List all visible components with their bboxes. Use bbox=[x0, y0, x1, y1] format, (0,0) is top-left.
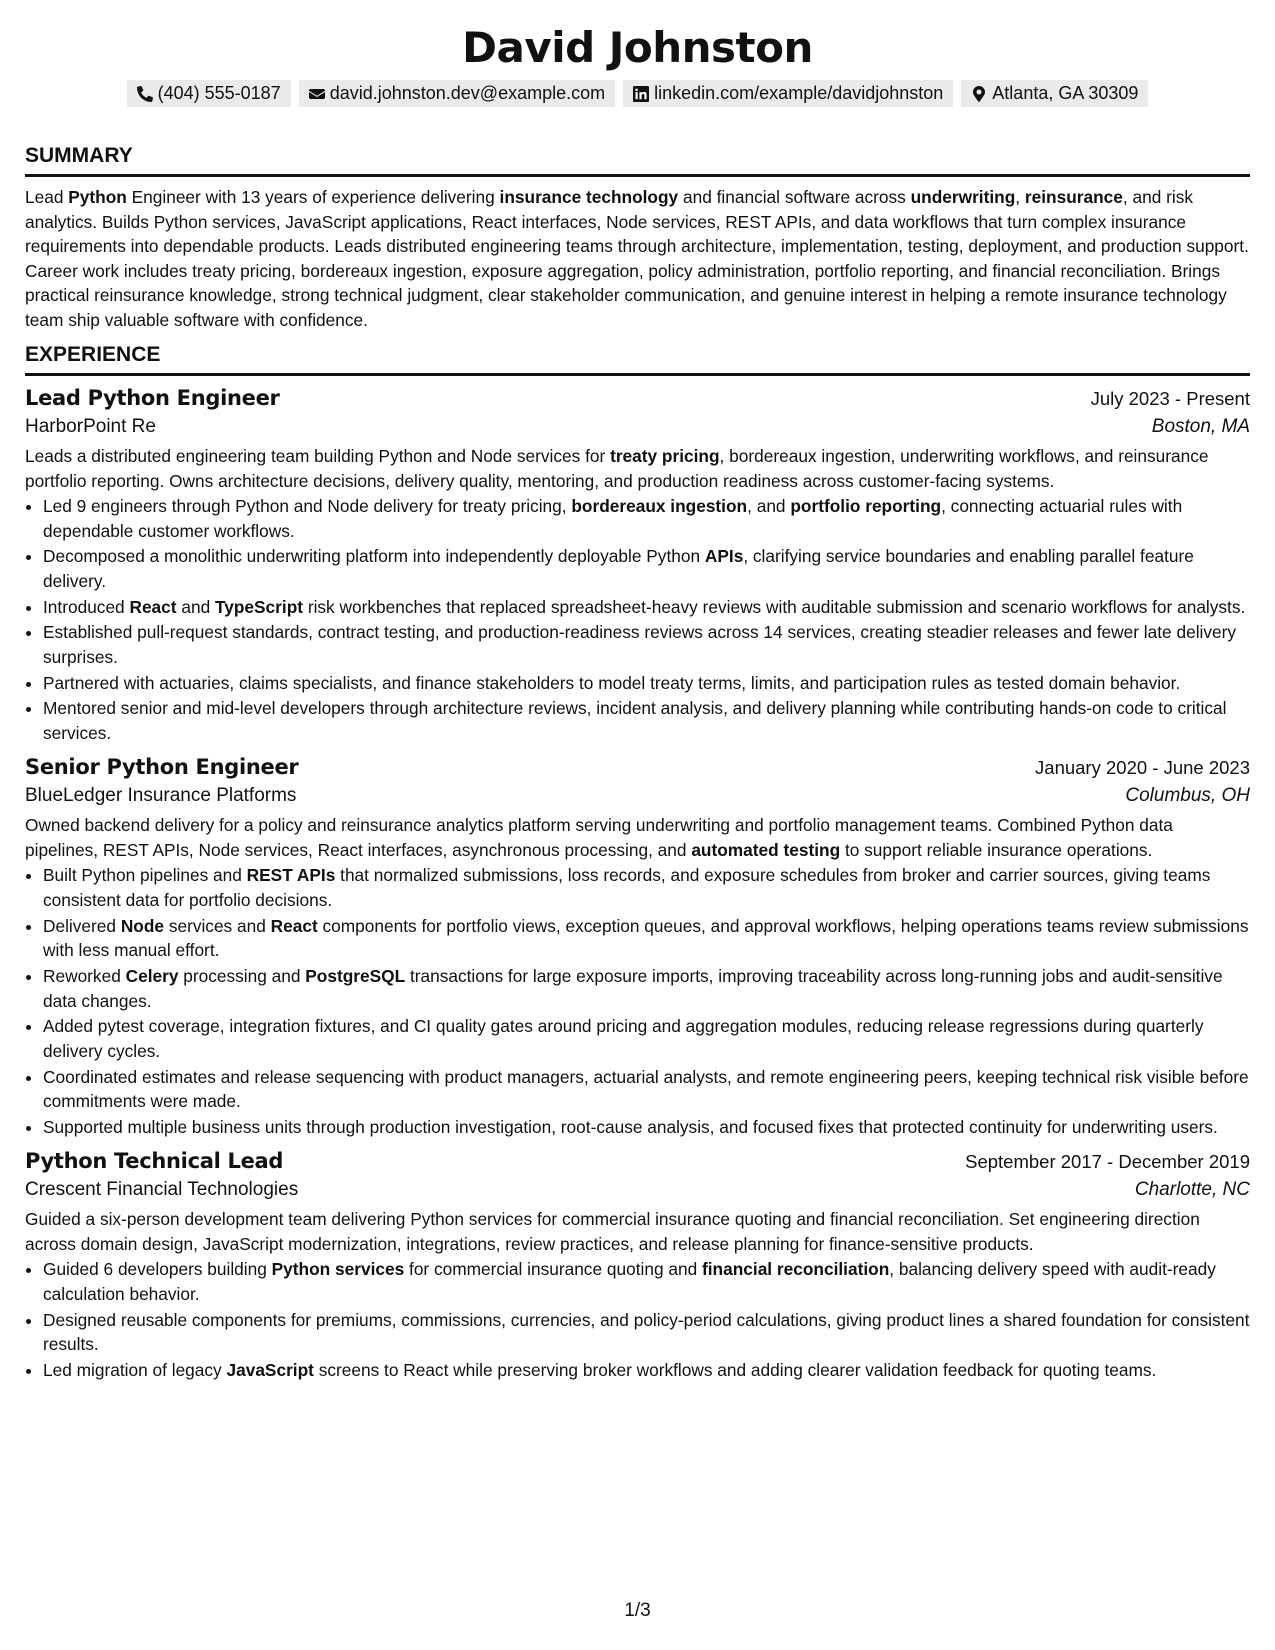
bold-keyword: bordereaux ingestion bbox=[571, 496, 748, 516]
bold-keyword: PostgreSQL bbox=[305, 966, 406, 987]
linkedin-text: linkedin.com/example/davidjohnston bbox=[654, 83, 944, 103]
job-bullets bbox=[25, 1257, 1250, 1382]
company-name: BlueLedger Insurance Platforms bbox=[25, 785, 297, 807]
experience-heading: EXPERIENCE bbox=[25, 342, 1250, 376]
text-run: Reworked bbox=[43, 966, 126, 987]
phone-text: (404) 555-0187 bbox=[157, 83, 281, 103]
text-run: processing and bbox=[178, 966, 306, 987]
job-title: Lead Python Engineer bbox=[25, 386, 280, 410]
text-run: , and risk analytics. Builds Python services, JavaScript applications, React interfaces, Node services, REST APIs, and data workflows that turn complex insurance requirements into dependable products. Leads distributed engineering teams through architecture, implementation, testing, deployment, and production support. Career work includes treaty pricing, bordereaux ingestion, exposure aggregation, policy administration, portfolio reporting, and financial reconciliation. Brings practical reinsurance knowledge, strong technical judgment, clear stakeholder communication, and genuine interest in helping a remote insurance technology team ship valuable software with confidence. bbox=[25, 187, 1249, 330]
company-name: Crescent Financial Technologies bbox=[25, 1179, 299, 1201]
contact-linkedin[interactable] bbox=[623, 80, 953, 107]
company-name: HarborPoint Re bbox=[25, 416, 156, 437]
text-run: and bbox=[176, 596, 215, 617]
text-run: Guided a six-person development team delivering Python services for commercial insurance quoting and financial reconciliation. Set engineering direction across domain design, JavaScript modernization, integrations, review practices, and release planning for finance-sensitive products. bbox=[25, 1209, 1200, 1254]
job-title: Senior Python Engineer bbox=[25, 755, 299, 780]
bullet-item bbox=[43, 1308, 1250, 1357]
text-run: for commercial insurance quoting and bbox=[404, 1259, 702, 1280]
bullet-item bbox=[43, 863, 1250, 912]
text-run: , bbox=[1015, 187, 1025, 207]
envelope-icon bbox=[309, 86, 325, 102]
job-description bbox=[25, 1207, 1250, 1256]
bold-keyword: automated testing bbox=[691, 839, 841, 860]
text-run: Supported multiple business units through production investigation, root-cause analysis, and focused fixes that protected continuity for underwriting users. bbox=[43, 1116, 1218, 1137]
job-location: Columbus, OH bbox=[1125, 785, 1250, 807]
text-run: Led 9 engineers through Python and Node delivery for treaty pricing, bbox=[43, 496, 572, 516]
bold-keyword: insurance technology bbox=[499, 187, 679, 207]
job-bullets bbox=[25, 863, 1250, 1139]
text-run: Delivered bbox=[43, 915, 121, 936]
bold-keyword: REST APIs bbox=[246, 865, 336, 886]
text-run: Mentored senior and mid-level developers through architecture reviews, incident analysis, and delivery planning while contributing hands-on code to critical services. bbox=[43, 698, 1227, 743]
bold-keyword: APIs bbox=[704, 546, 744, 567]
summary-heading: SUMMARY bbox=[25, 143, 1250, 177]
bold-keyword: Python services bbox=[271, 1259, 405, 1280]
contact-email[interactable] bbox=[299, 80, 615, 107]
location-text: Atlanta, GA 30309 bbox=[992, 83, 1139, 103]
text-run: , balancing delivery speed with audit-ready calculation behavior. bbox=[43, 1259, 1216, 1304]
job-subheader bbox=[25, 416, 1250, 438]
job-header bbox=[25, 386, 1250, 410]
bullet-item bbox=[43, 1065, 1250, 1114]
job-header bbox=[25, 1149, 1250, 1173]
text-run: Engineer with 13 years of experience delivering bbox=[126, 187, 500, 207]
bullet-item bbox=[43, 964, 1250, 1013]
bullet-item bbox=[43, 914, 1250, 963]
bullet-item bbox=[43, 1257, 1250, 1306]
map-marker-icon bbox=[971, 86, 987, 102]
job-entry bbox=[25, 386, 1250, 745]
text-run: Decomposed a monolithic underwriting platform into independently deployable Python bbox=[43, 546, 705, 567]
contact-bar bbox=[25, 80, 1250, 107]
text-run: transactions for large exposure imports, improving traceability across long-running jobs and audit-sensitive data changes. bbox=[43, 966, 1223, 1011]
bullet-item bbox=[43, 1014, 1250, 1063]
job-bullets bbox=[25, 494, 1250, 745]
text-run: Leads a distributed engineering team building Python and Node services for bbox=[25, 446, 611, 466]
text-run: Established pull-request standards, contract testing, and production-readiness reviews across 14 services, creating steadier releases and fewer late delivery surprises. bbox=[43, 622, 1237, 667]
job-dates: September 2017 - December 2019 bbox=[965, 1151, 1250, 1173]
bold-keyword: portfolio reporting bbox=[790, 496, 942, 516]
text-run: Partnered with actuaries, claims specialists, and finance stakeholders to model treaty terms, limits, and participation rules as tested domain behavior. bbox=[43, 672, 1181, 693]
text-run: Owned backend delivery for a policy and reinsurance analytics platform serving underwriting and portfolio management teams. Combined Python data pipelines, REST APIs, Node services, React interfaces, asynchronous processing, and bbox=[25, 815, 1173, 860]
bold-keyword: Celery bbox=[125, 966, 179, 987]
text-run: Guided 6 developers building bbox=[43, 1259, 272, 1280]
text-run: services and bbox=[164, 915, 271, 936]
job-description bbox=[25, 444, 1250, 493]
text-run: Lead bbox=[25, 187, 69, 207]
bold-keyword: React bbox=[129, 596, 177, 617]
experience-list bbox=[25, 386, 1250, 1383]
bullet-item bbox=[43, 696, 1250, 745]
text-run: Led migration of legacy bbox=[43, 1360, 227, 1381]
job-dates: January 2020 - June 2023 bbox=[1035, 757, 1250, 779]
resume-page bbox=[25, 22, 1250, 1383]
text-run: Added pytest coverage, integration fixtures, and CI quality gates around pricing and aggregation modules, reducing release regressions during quarterly delivery cycles. bbox=[43, 1016, 1204, 1061]
bold-keyword: React bbox=[270, 915, 318, 936]
text-run: risk workbenches that replaced spreadsheet-heavy reviews with auditable submission and scenario workflows for analysts. bbox=[303, 596, 1246, 617]
linkedin-icon bbox=[633, 86, 649, 102]
bold-keyword: JavaScript bbox=[226, 1360, 314, 1381]
summary-text bbox=[25, 185, 1250, 332]
job-location: Charlotte, NC bbox=[1134, 1179, 1250, 1201]
text-run: that normalized submissions, loss records, and exposure schedules from broker and carrier sources, giving teams consistent data for portfolio decisions. bbox=[43, 865, 1211, 910]
text-run: and financial software across bbox=[678, 187, 911, 207]
bullet-item bbox=[43, 595, 1250, 620]
job-header bbox=[25, 755, 1250, 779]
text-run: components for portfolio views, exception queues, and approval workflows, helping operations teams review submissions with less manual effort. bbox=[43, 915, 1249, 961]
job-entry bbox=[25, 755, 1250, 1139]
job-title: Python Technical Lead bbox=[25, 1149, 284, 1174]
text-run: to support reliable insurance operations. bbox=[840, 839, 1153, 860]
text-run: , and bbox=[747, 496, 791, 516]
job-entry bbox=[25, 1149, 1250, 1382]
bold-keyword: financial reconciliation bbox=[702, 1259, 890, 1280]
contact-location bbox=[961, 80, 1148, 107]
bold-keyword: Node bbox=[120, 915, 165, 936]
job-subheader bbox=[25, 1179, 1250, 1201]
bold-keyword: treaty pricing bbox=[610, 446, 720, 466]
text-run: , clarifying service boundaries and enabling parallel feature delivery. bbox=[43, 546, 1194, 591]
text-run: Built Python pipelines and bbox=[43, 865, 247, 886]
text-run: Introduced bbox=[43, 596, 130, 617]
text-run: Coordinated estimates and release sequencing with product managers, actuarial analysts, and remote engineering peers, keeping technical risk visible before commitments were made. bbox=[43, 1066, 1249, 1112]
bullet-item bbox=[43, 1358, 1250, 1383]
bold-keyword: TypeScript bbox=[214, 596, 304, 617]
page-number: 1/3 bbox=[624, 1600, 651, 1621]
job-description bbox=[25, 813, 1250, 862]
job-subheader bbox=[25, 785, 1250, 807]
bullet-item bbox=[43, 620, 1250, 669]
bullet-item bbox=[43, 494, 1250, 543]
phone-icon bbox=[137, 86, 153, 102]
job-location: Boston, MA bbox=[1151, 416, 1250, 437]
candidate-name: David Johnston bbox=[462, 23, 813, 72]
text-run: screens to React while preserving broker workflows and adding clearer validation feedback for quoting teams. bbox=[313, 1360, 1157, 1381]
bullet-item bbox=[43, 1115, 1250, 1140]
bold-keyword: Python bbox=[68, 187, 127, 207]
bold-keyword: underwriting bbox=[910, 187, 1016, 207]
text-run: Designed reusable components for premiums, commissions, currencies, and policy-period calculations, giving product lines a shared foundation for consistent results. bbox=[43, 1309, 1250, 1355]
bold-keyword: reinsurance bbox=[1024, 187, 1123, 207]
bullet-item bbox=[43, 544, 1250, 593]
contact-phone[interactable] bbox=[127, 80, 291, 107]
text-run: , bordereaux ingestion, underwriting workflows, and reinsurance portfolio reporting. Owns architecture decisions, delivery quality, mentoring, and production readiness across customer-facing systems. bbox=[25, 446, 1209, 491]
text-run: , connecting actuarial rules with dependable customer workflows. bbox=[43, 496, 1183, 541]
email-text: david.johnston.dev@example.com bbox=[329, 83, 606, 103]
bullet-item bbox=[43, 671, 1250, 696]
job-dates: July 2023 - Present bbox=[1090, 388, 1250, 409]
